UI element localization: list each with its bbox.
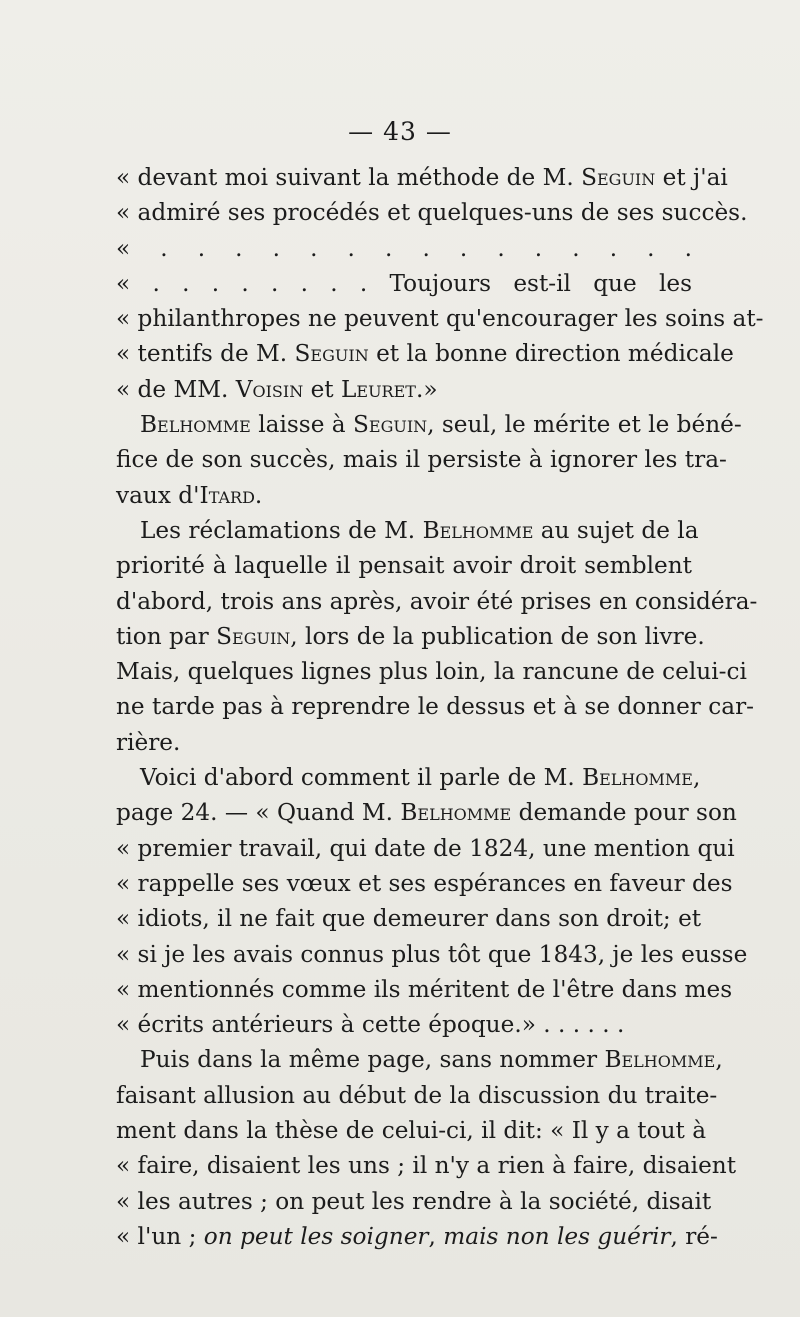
text-line: « les autres ; on peut les rendre à la société, disait [116,1187,712,1215]
text-line: vaux d'Itard. [116,481,263,509]
text-line: « rappelle ses vœux et ses espérances en faveur des [116,869,733,897]
text-line: Mais, quelques lignes plus loin, la rancune de celui-ci [116,658,747,686]
text-line: page 24. — « Quand M. Belhomme demande pour son [116,799,737,827]
text-line: « écrits antérieurs à cette époque.» . . . . . . [116,1011,625,1039]
text-line: Belhomme laisse à Seguin, seul, le mérite et le béné- [140,411,742,439]
text-line: « mentionnés comme ils méritent de l'être dans mes [116,975,733,1003]
text-line: fice de son succès, mais il persiste à ignorer les tra- [116,446,727,474]
page-number: — 43 — [348,117,452,146]
text-line: d'abord, trois ans après, avoir été prises en considéra- [116,587,758,615]
text-line: rière. [116,728,181,756]
text-line: « premier travail, qui date de 1824, une mention qui [116,834,735,862]
text-line: « de MM. Voisin et Leuret.» [116,375,438,403]
text-line: Les réclamations de M. Belhomme au sujet de la [140,516,699,544]
text-line: « . . . . . . . . . . . . . . . [116,234,692,262]
text-line: faisant allusion au début de la discussion du traite- [116,1081,718,1109]
text-line: tion par Seguin, lors de la publication de son livre. [116,622,705,650]
text-line: « . . . . . . . . Toujours est-il que les [116,269,692,297]
text-line: « admiré ses procédés et quelques-uns de ses succès. [116,199,748,227]
text-line: « faire, disaient les uns ; il n'y a rien à faire, disaient [116,1152,737,1180]
text-line: « tentifs de M. Seguin et la bonne direction médicale [116,340,734,368]
text-line: ne tarde pas à reprendre le dessus et à se donner car- [116,693,754,721]
text-line: priorité à laquelle il pensait avoir droit semblent [116,552,692,580]
text-line: ment dans la thèse de celui-ci, il dit: « Il y a tout à [116,1117,707,1145]
text-line: « idiots, il ne fait que demeurer dans son droit; et [116,905,702,933]
body-text [116,160,764,1254]
text-line: Puis dans la même page, sans nommer Belhomme, [140,1046,723,1074]
text-line: « philanthropes ne peuvent qu'encourager les soins at- [116,305,764,333]
text-line: « si je les avais connus plus tôt que 1843, je les eusse [116,940,748,968]
text-line: « l'un ; on peut les soigner, mais non les guérir, ré- [116,1222,718,1250]
text-line: Voici d'abord comment il parle de M. Belhomme, [140,764,701,792]
text-line: « devant moi suivant la méthode de M. Seguin et j'ai [116,164,728,191]
